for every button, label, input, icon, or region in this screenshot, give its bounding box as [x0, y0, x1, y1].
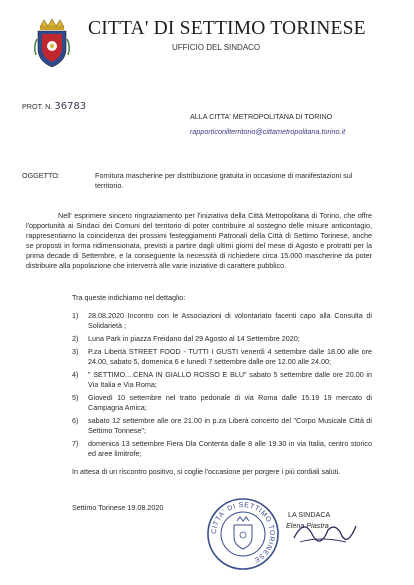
office-subtitle: UFFICIO DEL SINDACO: [172, 43, 261, 52]
handwritten-signature-icon: [290, 512, 360, 552]
list-item: 4) " SETTIMO....CENA IN GIALLO ROSSO E BLU" sabato 5 settembre dalle ore 20.00 in Via Italia e Via Roma;: [72, 370, 372, 389]
event-list: [72, 311, 372, 459]
list-item: 6) sabato 12 settembre alle ore 21.00 in p.za Liberà concerto del "Corpo Musicale Città di Settimo Torinese";: [72, 416, 372, 435]
list-item: 7) domenica 13 settembre Fiera Dla Contenta dalle 8 alle 19.30 in via Italia, centro storico ed aree limitrofe;: [72, 439, 372, 458]
protocol-label: PROT. N.: [22, 102, 53, 111]
recipient-email: rapporticonilterritorio@cittametropolitana.torino.it: [190, 127, 346, 136]
official-stamp-icon: [206, 497, 280, 571]
list-item: 3) P.za Libertà STREET FOOD - TUTTI I GUSTI venerdì 4 settembre dalle 18.00 alle ore 24.00, sabato 5, domenica 6 e lunedì 7 settembre dalle ore 12.00 alle 24.00;: [72, 347, 372, 366]
city-crest-icon: [32, 17, 72, 69]
stamp-text: CITTA' DI SETTIMO TORINESE: [210, 501, 276, 564]
place-date: Settimo Torinese 19.08.2020: [72, 503, 164, 512]
list-item: 5) Giovedì 10 settembre nel tratto pedonale di via Roma dalle 15.19 19 mercato di Campagna Amica;: [72, 393, 372, 412]
signer-title: LA SINDACA: [288, 510, 331, 519]
subject-label: OGGETTO:: [22, 171, 60, 180]
list-item: 2) Luna Park in piazza Freidano dal 29 Agosto al 14 Settembre 2020;: [72, 334, 300, 343]
subject-text: Fornitura mascherine per distribuzione gratuita in occasione di manifestazioni sul territorio.: [95, 171, 353, 190]
city-name-heading: CITTA' DI SETTIMO TORINESE: [88, 18, 366, 39]
protocol-number: 36783: [54, 101, 87, 112]
recipient-line: ALLA CITTA' METROPOLITANA DI TORINO: [190, 112, 333, 121]
list-intro: Tra queste indichiamo nel dettaglio:: [72, 293, 186, 302]
intro-paragraph: Nell' esprimere sincero ringraziamento per l'iniziativa della Città Metropolitana di Torino, che offre l'opportunità ai Sindaci dei Comuni del territorio di poter contribuire al sostegno delle misure anticontagio, rappresentiamo la coincidenza dei prossimi festeggiamenti Patronali della Città di Settimo Torinese, anche se proposti in forma ridimensionata, previsti a partire dagli ultimi giorni del mese di Agosto e protratti per la prima decade di Settembre, e la conseguente la necessità di richiedere circa 15.000 mascherine da poter distribuire alla popolazione che interverrà alle varie iniziative di carattere pubblico.: [26, 211, 372, 270]
signer-name: Elena Piastra: [286, 521, 329, 530]
protocol-line: [22, 102, 86, 112]
closing-paragraph: In attesa di un riscontro positivo, si coglie l'occasione per porgere i più cordiali saluti.: [72, 467, 341, 476]
list-item: 1) 28.08.2020 Incontro con le Associazioni di volontariato facenti capo alla Consulta di Solidarietà ;: [72, 311, 372, 330]
